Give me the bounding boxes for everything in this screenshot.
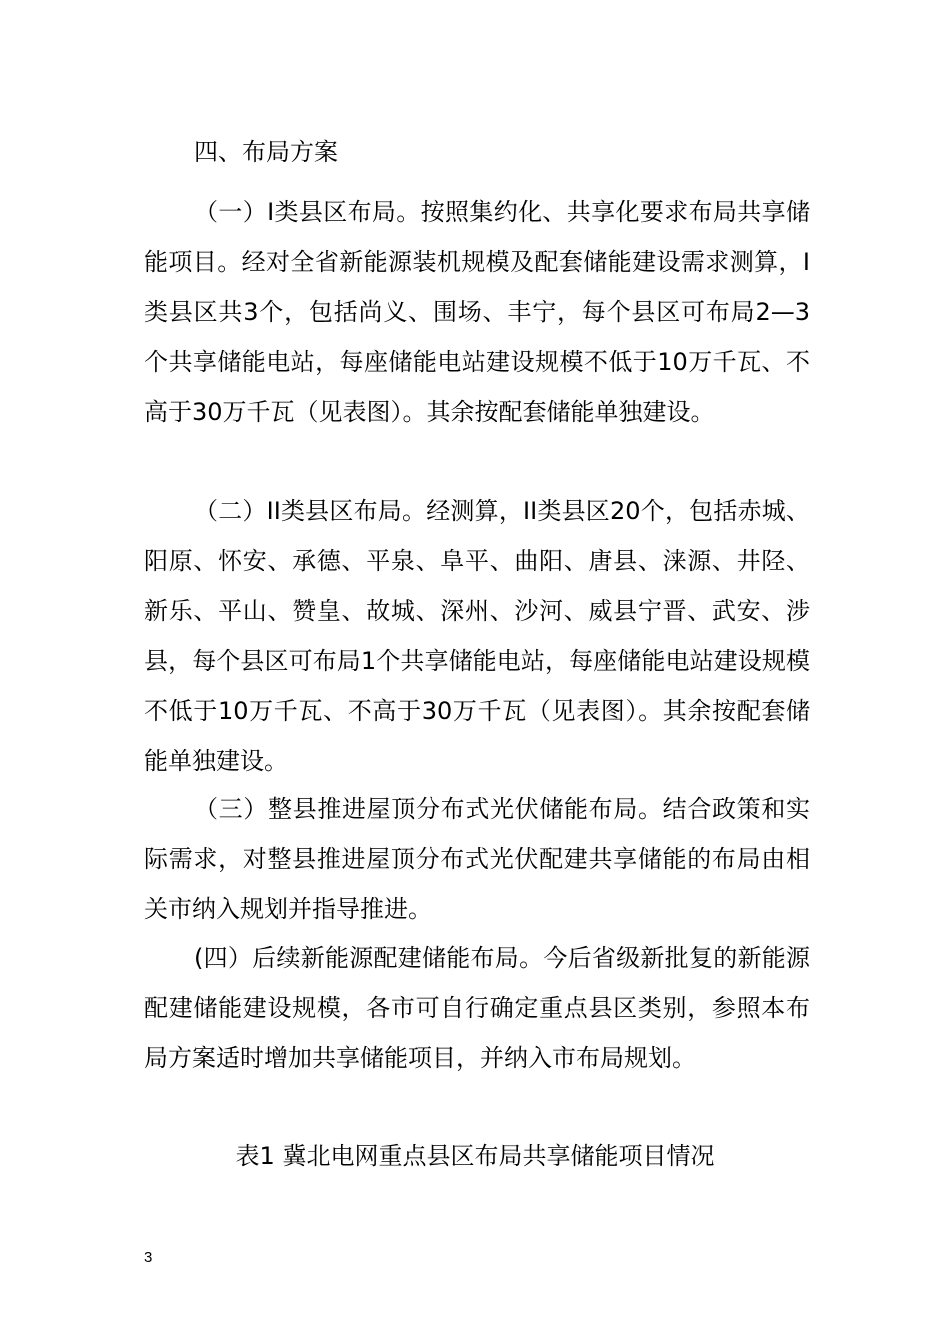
section-heading: 四、布局方案 xyxy=(194,138,338,166)
paragraph-category-2-layout: （二）II类县区布局。经测算，II类县区20个，包括赤城、阳原、怀安、承德、平泉、阜平、曲阳、唐县、涞源、井陉、新乐、平山、赞皇、故城、深州、沙河、威县宁晋、武安、涉县，每个县区可布局1个共享储能电站，每座储能电站建设规模不低于10万千瓦、不高于30万千瓦（见表图）。其余按配套储能单独建设。 xyxy=(144,497,810,775)
table-caption: 表1 冀北电网重点县区布局共享储能项目情况 xyxy=(235,1142,715,1170)
paragraph-category-1-layout: （一）I类县区布局。按照集约化、共享化要求布局共享储能项目。经对全省新能源装机规模及配套储能建设需求测算，I类县区共3个，包括尚义、围场、丰宁，每个县区可布局2—3个共享储能电站，每座储能电站建设规模不低于10万千瓦、不高于30万千瓦（见表图）。其余按配套储能单独建设。 xyxy=(144,198,810,426)
paragraph-rooftop-pv-layout: （三）整县推进屋顶分布式光伏储能布局。结合政策和实际需求，对整县推进屋顶分布式光伏配建共享储能的布局由相关市纳入规划并指导推进。 xyxy=(144,795,810,923)
page-number: 3 xyxy=(144,1249,153,1266)
paragraph-future-layout: (四）后续新能源配建储能布局。今后省级新批复的新能源配建储能建设规模，各市可自行确定重点县区类别，参照本布局方案适时增加共享储能项目，并纳入市布局规划。 xyxy=(144,944,810,1072)
